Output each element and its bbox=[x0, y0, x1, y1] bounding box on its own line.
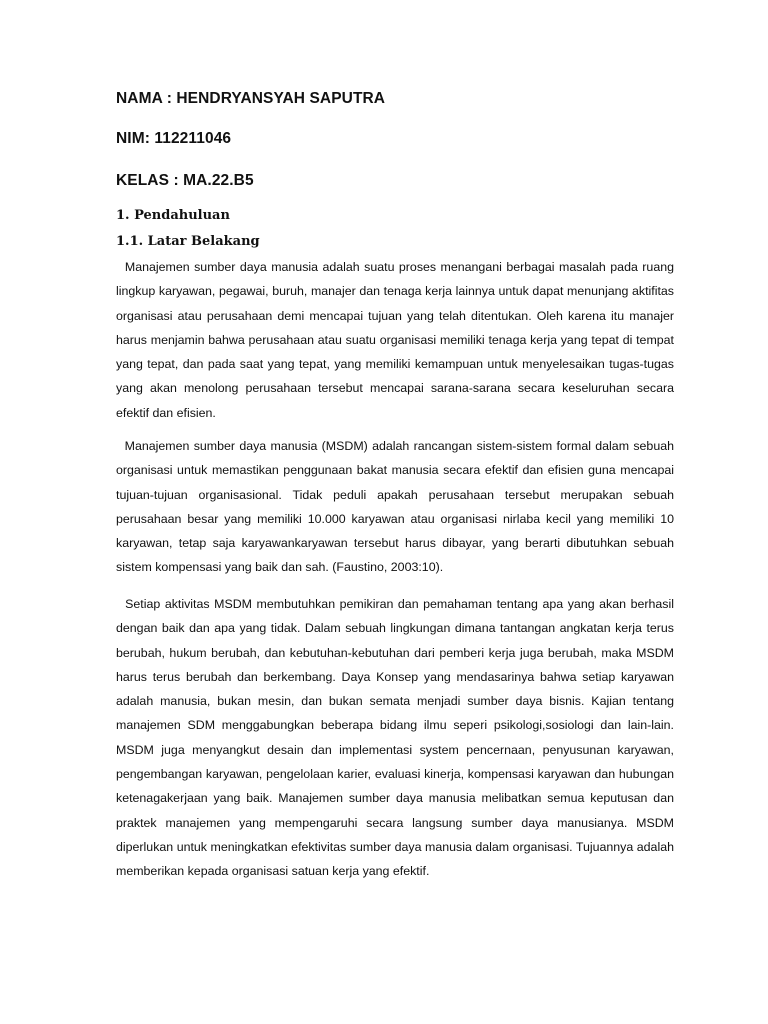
student-class: KELAS : MA.22.B5 bbox=[116, 172, 254, 189]
body-paragraph: Setiap aktivitas MSDM membutuhkan pemikiran dan pemahaman tentang apa yang akan berhasil dengan baik dan apa yang tidak. Dalam sebuah lingkungan dimana tantangan angkatan kerja terus berubah, hukum berubah, dan kebutuhan-kebutuhan dari pemberi kerja juga berubah, maka MSDM harus terus berubah dan berkembang. Daya Konsep yang mendasarinya bahwa setiap karyawan adalah manusia, bukan mesin, dan bukan semata menjadi sumber daya bisnis. Kajian tentang manajemen SDM menggabungkan beberapa bidang ilmu seperi psikologi,sosiologi dan lain-lain. MSDM juga menyangkut desain dan implementasi system pencernaan, penyusunan karyawan, pengembangan karyawan, pengelolaan karier, evaluasi kinerja, kompensasi karyawan dan hubungan ketenagakerjaan yang baik. Manajemen sumber daya manusia melibatkan semua keputusan dan praktek manajemen yang mempengaruhi secara langsung sumber daya manusianya. MSDM diperlukan untuk meningkatkan efektivitas sumber daya manusia dalam organisasi. Tujuannya adalah memberikan kepada organisasi satuan kerja yang efektif. bbox=[116, 597, 674, 879]
body-paragraph: Manajemen sumber daya manusia adalah suatu proses menangani berbagai masalah pada ruang lingkup karyawan, pegawai, buruh, manajer dan tenaga kerja lainnya untuk dapat menunjang aktifitas organisasi atau perusahaan demi mencapai tujuan yang telah ditentukan. Oleh karena itu manajer harus menjamin bahwa perusahaan atau suatu organisasi memiliki tenaga kerja yang tepat di tempat yang tepat, dan pada saat yang tepat, yang memiliki kemampuan untuk menyelesaikan tugas-tugas yang akan menolong perusahaan tersebut mencapai sarana-sarana secara keseluruhan secara efektif dan efisien. bbox=[116, 260, 674, 420]
section-heading-pendahuluan: 1. Pendahuluan bbox=[116, 208, 230, 223]
student-nim: NIM: 112211046 bbox=[116, 130, 232, 147]
body-paragraph: Manajemen sumber daya manusia (MSDM) adalah rancangan sistem-sistem formal dalam sebuah organisasi untuk memastikan penggunaan bakat manusia secara efektif dan efisien guna mencapai tujuan-tujuan organisasional. Tidak peduli apakah perusahaan tersebut merupakan sebuah perusahaan besar yang memiliki 10.000 karyawan atau organisasi nirlaba kecil yang memiliki 10 karyawan, tetap saja karyawankaryawan tersebut harus dibayar, yang berarti dibutuhkan sebuah sistem kompensasi yang baik dan sah. (Faustino, 2003:10). bbox=[116, 439, 674, 575]
student-name: NAMA : HENDRYANSYAH SAPUTRA bbox=[116, 90, 386, 107]
subsection-heading-latar-belakang: 1.1. Latar Belakang bbox=[116, 234, 260, 249]
